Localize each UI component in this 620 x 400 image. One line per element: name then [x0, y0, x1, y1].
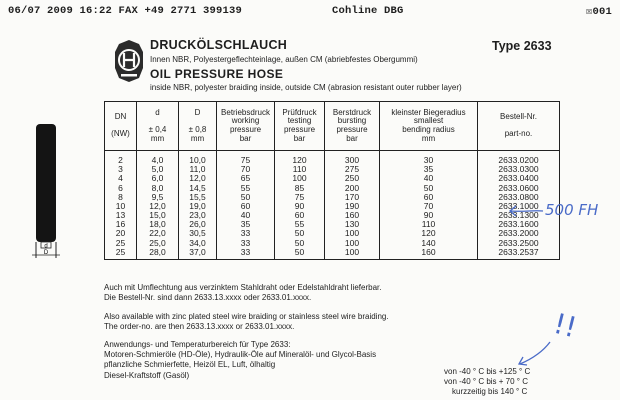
table-cell: 2633.0400 [478, 174, 560, 183]
table-cell: 275 [325, 165, 380, 174]
table-cell: 130 [325, 220, 380, 229]
table-cell: 2633.0300 [478, 165, 560, 174]
column-header-line: working [231, 116, 260, 126]
table-cell: 2633.0200 [478, 151, 560, 166]
column-header-line: DN [114, 112, 127, 122]
table-cell: 33 [217, 239, 275, 248]
product-title-en: OIL PRESSURE HOSE [150, 67, 284, 81]
product-description-en: inside NBR, polyester braiding inside, outside CM (abrasion resistant outer rubber layer) [150, 83, 462, 92]
table-cell: 30,5 [179, 229, 217, 238]
table-row [105, 229, 560, 238]
column-header [179, 102, 217, 151]
table-cell: 9,5 [137, 193, 179, 202]
column-header-line: pressure [283, 125, 316, 134]
table-cell: 50 [275, 239, 325, 248]
table-cell: 75 [275, 193, 325, 202]
table-cell: 2633.2537 [478, 248, 560, 260]
column-header-line: (NW) [111, 129, 130, 139]
table-row [105, 184, 560, 193]
temperature-range-short: kurzzeitig bis 140 ° C [452, 387, 528, 396]
table-cell: 10 [105, 202, 137, 211]
table-cell: 8,0 [137, 184, 179, 193]
table-cell: 50 [380, 184, 478, 193]
column-header-line: mm [190, 133, 205, 143]
column-header-line: part-no. [504, 129, 533, 139]
table-cell: 2633.1600 [478, 220, 560, 229]
column-header-line: testing [287, 116, 312, 126]
handwritten-annotation: 500 FH [545, 201, 599, 219]
table-cell: 35 [217, 220, 275, 229]
fax-page-number: ☒001 [586, 6, 613, 18]
table-cell: 25 [105, 239, 137, 248]
table-cell: 55 [217, 184, 275, 193]
table-cell: 70 [380, 202, 478, 211]
column-header-line: Berstdruck [332, 107, 372, 117]
table-cell: 35 [380, 165, 478, 174]
column-header [105, 102, 137, 151]
inner-diameter-label: d [44, 243, 48, 250]
table-cell: 2633.0800 [478, 193, 560, 202]
table-cell: 34,0 [179, 239, 217, 248]
note-line: The order-no. are then 2633.13.xxxx or 2633.01.xxxx. [104, 322, 295, 332]
fax-sender: Cohline DBG [332, 5, 404, 17]
table-cell: 120 [380, 229, 478, 238]
temperature-range: von -40 ° C bis +125 ° C [444, 367, 531, 376]
note-line: Auch mit Umflechtung aus verzinktem Stahldraht oder Edelstahldraht lieferbar. [104, 283, 382, 292]
temperature-range: von -40 ° C bis + 70 ° C [444, 377, 528, 386]
table-row [105, 165, 560, 174]
table-row [105, 239, 560, 248]
column-header [478, 102, 560, 151]
handwritten-exclamation: !! [550, 306, 581, 345]
table-cell: 16 [105, 220, 137, 229]
column-header-line: ± 0,8 [188, 125, 207, 134]
note-english [104, 312, 389, 332]
table-cell: 100 [325, 229, 380, 238]
table-cell: 33 [217, 248, 275, 260]
application-line: Motoren-Schmieröle (HD-Öle), Hydraulik-Öle auf Mineralöl- und Glycol-Basis [104, 350, 377, 360]
table-cell: 60 [275, 211, 325, 220]
applications-heading: Anwendungs- und Temperaturbereich für Type 2633: [104, 340, 291, 349]
table-cell: 33 [217, 229, 275, 238]
column-header [137, 102, 179, 151]
table-row [105, 193, 560, 202]
table-cell: 170 [325, 193, 380, 202]
table-cell: 160 [325, 211, 380, 220]
column-header-line: bar [239, 133, 252, 143]
table-cell: 23,0 [179, 211, 217, 220]
table-cell: 4 [105, 174, 137, 183]
fax-header-text: 06/07 2009 16:22 FAX +49 2771 399139 [8, 5, 243, 17]
table-cell: 40 [380, 174, 478, 183]
table-cell: 2633.0600 [478, 184, 560, 193]
applications-section [104, 340, 376, 381]
column-header-line: Bestell-Nr. [500, 112, 537, 122]
table-cell: 60 [217, 202, 275, 211]
table-cell: 55 [275, 220, 325, 229]
hose-illustration [36, 124, 56, 242]
column-header-line: bending radius [402, 125, 455, 134]
table-cell: 37,0 [179, 248, 217, 260]
table-cell: 15,5 [179, 193, 217, 202]
table-cell: 70 [217, 165, 275, 174]
table-cell: 28,0 [137, 248, 179, 260]
column-header-line: bar [346, 133, 358, 143]
table-cell: 12,0 [179, 174, 217, 183]
column-header-line: bursting [337, 116, 367, 126]
table-row [105, 211, 560, 220]
table-cell: 85 [275, 184, 325, 193]
page-icon: ☒ [586, 6, 593, 18]
column-header-line: pressure [229, 125, 262, 134]
table-cell: 200 [325, 184, 380, 193]
outer-diameter-label: D [43, 250, 49, 256]
handwritten-arrow [505, 201, 545, 221]
table-cell: 19,0 [179, 202, 217, 211]
column-header [217, 102, 275, 151]
table-cell: 3 [105, 165, 137, 174]
table-cell: 75 [217, 151, 275, 166]
application-line: pflanzliche Schmierfette, Heizöl EL, Luft, ölhaltig [104, 360, 276, 370]
column-header [325, 102, 380, 151]
table-cell: 140 [380, 239, 478, 248]
table-cell: 2633.2000 [478, 229, 560, 238]
table-cell: 50 [217, 193, 275, 202]
column-header-line: kleinster Biegeradius [391, 107, 466, 117]
column-header-line: smallest [413, 116, 444, 126]
note-line: Die Bestell-Nr. sind dann 2633.13.xxxx oder 2633.01.xxxx. [104, 293, 312, 303]
table-cell: 20 [105, 229, 137, 238]
table-cell: 11,0 [179, 165, 217, 174]
table-cell: 18,0 [137, 220, 179, 229]
table-cell: 100 [325, 248, 380, 260]
table-cell: 250 [325, 174, 380, 183]
table-cell: 65 [217, 174, 275, 183]
table-cell: 2633.1300 [478, 211, 560, 220]
product-title-de: DRUCKÖLSCHLAUCH [150, 38, 288, 52]
table-cell: 4,0 [137, 151, 179, 166]
specification-table [104, 101, 560, 260]
table-header-row [105, 102, 560, 151]
table-cell: 110 [275, 165, 325, 174]
table-cell: 26,0 [179, 220, 217, 229]
application-line: Diesel-Kraftstoff (Gasöl) [104, 370, 190, 380]
table-cell: 25 [105, 248, 137, 260]
hose-dimension-diagram [30, 240, 64, 260]
table-cell: 50 [275, 229, 325, 238]
table-cell: 300 [325, 151, 380, 166]
table-cell: 120 [275, 151, 325, 166]
table-cell: 12,0 [137, 202, 179, 211]
table-cell: 14,5 [179, 184, 217, 193]
table-cell: 30 [380, 151, 478, 166]
handwritten-arrow [514, 338, 554, 368]
column-header-line: d [155, 107, 160, 117]
table-cell: 2 [105, 151, 137, 166]
column-header-line: D [194, 107, 201, 117]
table-cell: 6,0 [137, 174, 179, 183]
note-line: Also available with zinc plated steel wire braiding or stainless steel wire braiding. [104, 312, 389, 321]
column-header [275, 102, 325, 151]
table-cell: 40 [217, 211, 275, 220]
product-type-label: Type 2633 [492, 39, 552, 53]
table-cell: 6 [105, 184, 137, 193]
table-cell: 22,0 [137, 229, 179, 238]
column-header-line: Betriebsdruck [221, 107, 270, 117]
company-logo [112, 38, 146, 84]
column-header-line: Prüfdruck [282, 107, 317, 117]
table-cell: 90 [380, 211, 478, 220]
table-row [105, 202, 560, 211]
column-header-line: bar [293, 133, 306, 143]
table-cell: 160 [380, 248, 478, 260]
table-cell: 100 [275, 174, 325, 183]
table-cell: 90 [275, 202, 325, 211]
product-description-de: Innen NBR, Polyestergeflechteinlage, außen CM (abriebfestes Obergummi) [150, 55, 418, 64]
column-header-line: ± 0,4 [148, 125, 167, 134]
table-cell: 13 [105, 211, 137, 220]
table-cell: 15,0 [137, 211, 179, 220]
table-row [105, 174, 560, 183]
table-cell: 110 [380, 220, 478, 229]
column-header [380, 102, 478, 151]
table-cell: 8 [105, 193, 137, 202]
table-cell: 5,0 [137, 165, 179, 174]
table-row [105, 220, 560, 229]
table-cell: 50 [275, 248, 325, 260]
table-row [105, 248, 560, 260]
table-cell: 25,0 [137, 239, 179, 248]
column-header-line: pressure [336, 125, 368, 134]
table-cell: 10,0 [179, 151, 217, 166]
table-cell: 2633.2500 [478, 239, 560, 248]
table-row [105, 151, 560, 166]
column-header-line: mm [421, 133, 436, 143]
column-header-line: mm [150, 133, 165, 143]
note-german [104, 283, 381, 303]
table-cell: 60 [380, 193, 478, 202]
table-cell: 190 [325, 202, 380, 211]
table-cell: 100 [325, 239, 380, 248]
table-cell: 2633.1000 [478, 202, 560, 211]
